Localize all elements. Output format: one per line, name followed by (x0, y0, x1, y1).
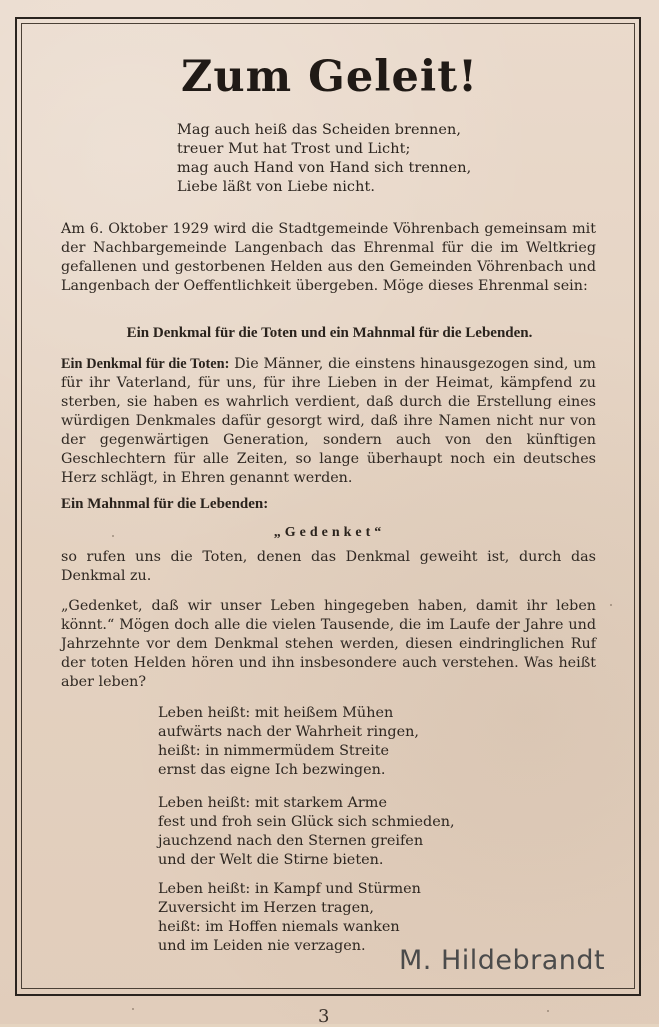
verse-line: heißt: im Hoffen niemals wanken (158, 919, 400, 935)
verse-line: heißt: in nimmermüdem Streite (158, 743, 390, 759)
paper-speck (132, 1008, 134, 1010)
motto-heading: Ein Denkmal für die Toten und ein Mahnmal für die Lebenden. (126, 325, 533, 341)
paper-speck (610, 604, 612, 606)
verse-line: Leben heißt: mit starkem Arme (158, 795, 387, 811)
verse-line: Leben heißt: in Kampf und Stürmen (158, 881, 421, 897)
verse-line: fest und froh sein Glück sich schmieden, (158, 814, 455, 830)
verse-line: aufwärts nach der Wahrheit ringen, (158, 724, 419, 740)
verse-line: und der Welt die Stirne bieten. (158, 852, 384, 868)
paper-speck (112, 535, 114, 537)
gedenket-call: „Gedenket“ (273, 525, 386, 540)
verse-line: jauchzend nach den Sternen greifen (158, 833, 424, 849)
opening-poem-line: treuer Mut hat Trost und Licht; (177, 141, 411, 157)
opening-poem-line: mag auch Hand von Hand sich trennen, (177, 160, 472, 176)
signature-watermark: M. Hildebrandt (399, 945, 606, 976)
verse-line: und im Leiden nie verzagen. (158, 938, 366, 954)
memorial-paragraph (61, 355, 596, 488)
page-title: Zum Geleit! (181, 52, 478, 102)
memorial-text: Die Männer, die einstens hinausgezogen sind, um für ihr Vaterland, für uns, für ihre Lieben in der Heimat, kämpfend zu sterben, sie haben es wahrlich verdient, daß durch die Erstellung eines würdigen Denkmales dafür gesorgt wird, daß ihre Namen nicht nur von der gegenwärtigen Generation, sondern auch von den künftigen Geschlechtern für alle Zeiten, so lange überhaupt noch ein deutsches Herz schlägt, in Ehren genannt werden. (61, 356, 596, 486)
closing-verse-2 (158, 794, 455, 870)
intro-paragraph: Am 6. Oktober 1929 wird die Stadtgemeinde Vöhrenbach gemeinsam mit der Nachbargemeinde Langenbach das Ehrenmal für die im Weltkrieg gefallenen und gestorbenen Helden aus den Gemeinden Vöhrenbach und Langenbach der Oeffentlichkeit übergeben. Möge dieses Ehrenmal sein: (61, 221, 596, 294)
opening-poem (177, 121, 471, 197)
verse-line: ernst das eigne Ich bezwingen. (158, 762, 386, 778)
paper-speck (547, 1010, 549, 1012)
verse-line: Leben heißt: mit heißem Mühen (158, 705, 394, 721)
memorial-lead: Ein Denkmal für die Toten: (61, 356, 230, 372)
opening-poem-line: Mag auch heiß das Scheiden brennen, (177, 122, 462, 138)
living-heading: Ein Mahnmal für die Lebenden: (61, 496, 269, 512)
closing-verse-3 (158, 880, 421, 956)
call-paragraph-2: „Gedenket, daß wir unser Leben hingegeben haben, damit ihr leben könnt.“ Mögen doch alle die vielen Tausende, die im Laufe der Jahre und Jahrzehnte vor dem Denkmal stehen werden, diesen eindringlichen Ruf der toten Helden hören und ihn insbesondere auch verstehen. Was heißt aber leben? (61, 598, 596, 690)
opening-poem-line: Liebe läßt von Liebe nicht. (177, 179, 375, 195)
verse-line: Zuversicht im Herzen tragen, (158, 900, 374, 916)
call-paragraph-1: so rufen uns die Toten, denen das Denkmal geweiht ist, durch das Denkmal zu. (61, 549, 596, 584)
page-number: 3 (318, 1006, 330, 1027)
closing-verse-1 (158, 704, 419, 780)
